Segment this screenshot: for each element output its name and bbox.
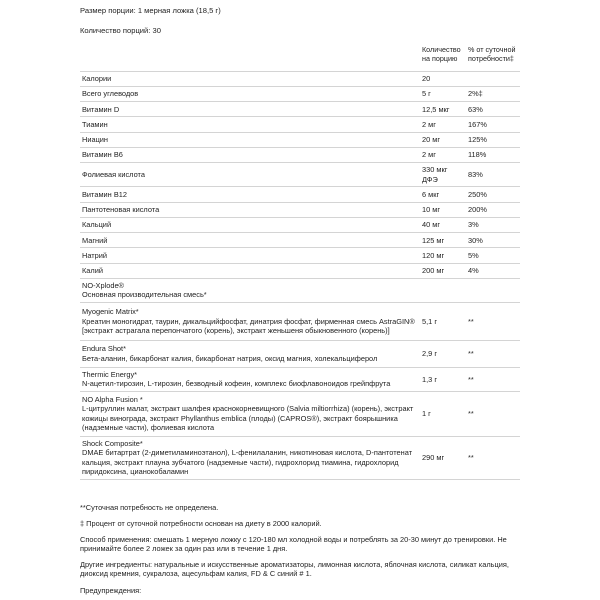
note-dv-not-established: **Суточная потребность не определена. (80, 503, 219, 512)
blend-cell (80, 436, 420, 479)
nutrient-name: Кальций (82, 220, 112, 230)
nutrient-amount: 6 мкг (422, 189, 440, 199)
table-row (80, 86, 520, 101)
noxplode-name: NO-Xplode® (82, 281, 125, 290)
nutrient-dv: 125% (468, 135, 487, 145)
nutrient-name: Натрий (82, 250, 108, 260)
header-empty-cell (80, 38, 420, 71)
table-row (80, 340, 520, 367)
nutrient-dv: 118% (468, 150, 487, 160)
noxplode-row (80, 279, 520, 303)
table-row (80, 117, 520, 132)
table-row (80, 202, 520, 217)
noxplode-cell (80, 279, 420, 303)
blend-dv: ** (468, 349, 474, 359)
nutrient-amount: 10 мг (422, 204, 441, 214)
blend-name: Thermic Energy* (82, 369, 138, 379)
nutrient-amount: 5 г (422, 89, 431, 99)
blend-amount: 5,1 г (422, 316, 438, 326)
blend-desc: N-ацетил-тирозин, L-тирозин, безводный кофеин, комплекс биофлавоноидов грейпфрута (82, 379, 391, 389)
nutrient-name: Витамин D (82, 104, 120, 114)
nutrient-dv: 5% (468, 250, 479, 260)
nutrient-dv: 83% (468, 170, 483, 180)
nutrient-name: Тиамин (82, 119, 108, 129)
blend-cell (80, 367, 420, 391)
nutrient-amount: 20 мг (422, 135, 441, 145)
blend-name: Myogenic Matrix* (82, 307, 139, 317)
nutrient-name: Всего углеводов (82, 89, 139, 99)
blend-name: NO Alpha Fusion * (82, 394, 143, 404)
blend-desc: Креатин моногидрат, таурин, дикальцийфосфат, динатрия фосфат, фирменная смесь AstraGIN® [экстракт астрагала перепончатого (корень), экстракт женьшеня обыкновенного (корень)] (82, 316, 415, 336)
table-row (80, 391, 520, 436)
nutrient-amount: 120 мг (422, 250, 445, 260)
nutrient-name: Калий (82, 266, 103, 276)
table-row (80, 217, 520, 232)
blend-name: Shock Composite* (82, 438, 143, 448)
table-row (80, 302, 520, 340)
blend-dv: ** (468, 453, 474, 463)
note-warnings: Предупреждения: (80, 586, 142, 595)
blend-amount: 1,3 г (422, 374, 438, 384)
nutrient-name: Витамин B12 (82, 189, 127, 199)
blend-amount: 290 мг (422, 453, 445, 463)
nutrient-name: Калории (82, 73, 112, 83)
blend-dv: ** (468, 374, 474, 384)
nutrient-name: Фолиевая кислота (82, 170, 145, 180)
nutrient-amount: 40 мг (422, 220, 441, 230)
table-row (80, 436, 520, 479)
table-row (80, 367, 520, 391)
blend-desc: L-цитруллин малат, экстракт шалфея краснокорневищного (Salvia miltiorrhiza) (корень), экстракт кожицы винограда, экстракт Phyllanthus emblica (плоды) (CAPROS®), экстракт боярышника (надземные части), фолиевая кислота (82, 404, 414, 433)
nutrient-amount: 2 мг (422, 119, 436, 129)
note-dv-basis: ‡ Процент от суточной потребности основан на диету в 2000 калорий. (80, 519, 322, 528)
nutrient-name: Пантотеновая кислота (82, 204, 160, 214)
blend-cell (80, 340, 420, 367)
nutrient-dv (466, 71, 520, 86)
blend-name: Endura Shot* (82, 344, 126, 354)
blend-desc: Бета-аланин, бикарбонат калия, бикарбонат натрия, оксид магния, холекальциферол (82, 353, 378, 363)
nutrient-amount: 12,5 мкг (422, 104, 450, 114)
blend-dv: ** (468, 409, 474, 419)
table-header-row (80, 38, 520, 71)
servings-count: Количество порций: 30 (80, 26, 161, 35)
note-usage: Способ применения: смешать 1 мерную ложку с 120-180 мл холодной воды и потреблять за 20-30 минут до тренировки. Не принимайте более 2 ложек за один раз или в течение 1 дня. (80, 535, 507, 554)
nutrient-dv: 4% (468, 266, 479, 276)
nutrient-dv: 63% (468, 104, 483, 114)
blend-cell (80, 391, 420, 436)
blend-dv: ** (468, 316, 474, 326)
table-row (80, 147, 520, 162)
blend-desc: DMAE битартрат (2-диметиламиноэтанол), L-фенилаланин, никотиновая кислота, D-пантотенат кальция, экстракт плауна зубчатого (надземные части), гидрохлорид тиамина, гидрохлорид пиридоксина, цианокобаламин (82, 448, 413, 477)
blend-cell (80, 302, 420, 340)
noxplode-amount (420, 279, 466, 303)
table-row (80, 233, 520, 248)
table-row (80, 187, 520, 202)
table-row (80, 263, 520, 278)
nutrient-dv: 2%‡ (468, 89, 483, 99)
table-row (80, 248, 520, 263)
nutrient-dv: 30% (468, 235, 483, 245)
note-other-ingredients: Другие ингредиенты: натуральные и искусственные ароматизаторы, лимонная кислота, яблочная кислота, силикат кальция, диоксид кремния, сукралоза, ацесульфам калия, FD & C синий # 1. (80, 560, 509, 579)
blend-amount: 1 г (422, 409, 431, 419)
nutrient-name: Магний (82, 235, 108, 245)
supplement-facts-table (80, 38, 520, 480)
blend-amount: 2,9 г (422, 349, 438, 359)
nutrient-amount: 330 мкг ДФЭ (422, 165, 448, 184)
col-amount-header: Количество на порцию (422, 45, 461, 64)
noxplode-desc: Основная производительная смесь* (82, 290, 207, 300)
nutrient-name: Ниацин (82, 135, 109, 145)
col-dv-header: % от суточной потребности‡ (468, 45, 516, 64)
nutrient-amount: 2 мг (422, 150, 436, 160)
table-row (80, 71, 520, 86)
serving-size: Размер порции: 1 мерная ложка (18,5 г) (80, 6, 221, 15)
table-row (80, 163, 520, 187)
nutrient-dv: 3% (468, 220, 479, 230)
nutrient-amount: 20 (422, 73, 431, 83)
noxplode-dv (466, 279, 520, 303)
nutrient-amount: 125 мг (422, 235, 445, 245)
nutrient-dv: 250% (468, 189, 487, 199)
nutrient-name: Витамин B6 (82, 150, 123, 160)
nutrient-dv: 200% (468, 204, 487, 214)
nutrient-amount: 200 мг (422, 266, 445, 276)
nutrient-dv: 167% (468, 119, 487, 129)
table-row (80, 102, 520, 117)
table-row (80, 132, 520, 147)
